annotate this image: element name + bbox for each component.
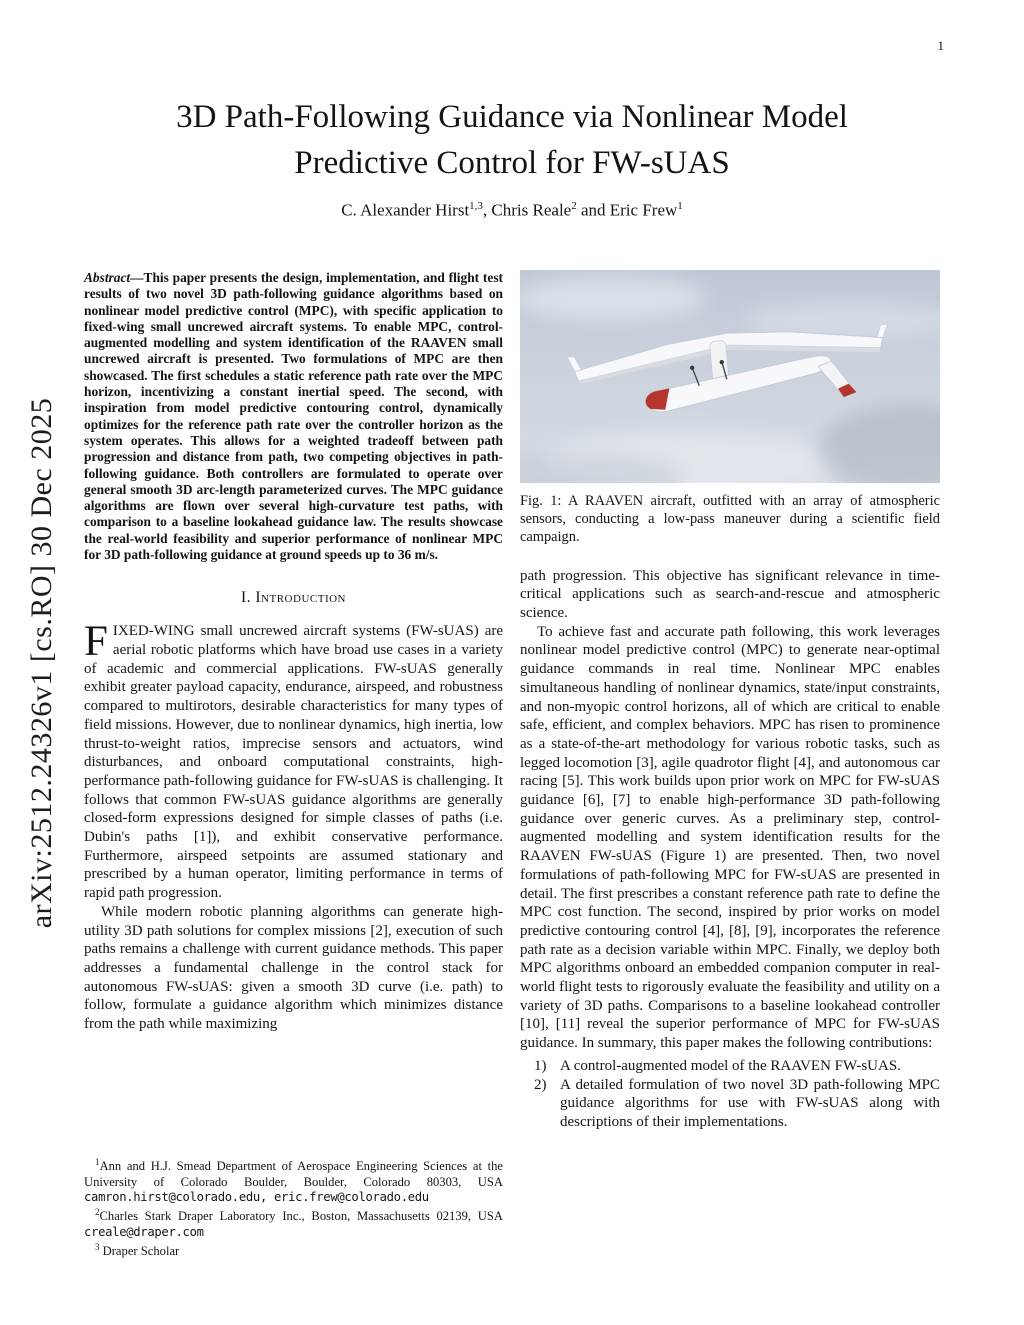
footnote-1 (84, 1155, 503, 1205)
footnote-text: Ann and H.J. Smead Department of Aerospace Engineering Sciences at the University of Colorado Boulder, Boulder, Colorado 80303, USA (84, 1159, 503, 1189)
figure-1 (520, 270, 940, 547)
aircraft-photo-illustration (520, 270, 940, 483)
section-heading-introduction: I. Introduction (240, 589, 346, 607)
author-separator: and (576, 200, 610, 220)
two-column-body (84, 270, 940, 1260)
list-item-text: A control-augmented model of the RAAVEN FW-sUAS. (560, 1057, 901, 1074)
footnote-text: Charles Stark Draper Laboratory Inc., Boston, Massachusetts 02139, USA (99, 1209, 503, 1224)
contribution-list (520, 1057, 940, 1132)
list-item-text: A detailed formulation of two novel 3D path-following MPC guidance algorithms for use with FW-sUAS along with descriptions of their implementations. (560, 1076, 940, 1130)
body-paragraph-approach: To achieve fast and accurate path following, this work leverages nonlinear model predictive control (MPC) to generate near-optimal guidance commands in real time. Nonlinear MPC enables simultaneous handling of nonlinear dynamics, state/input constraints, and non-myopic control horizons, all of which are critical to enable safe, efficient, and complex behaviors. MPC has risen to prominence as a state-of-the-art methodology for various robotic tasks, such as legged locomotion [3], agile quadrotor flight [4], and autonomous car racing [5]. This work builds upon prior work on MPC for FW-sUAS guidance [6], [7] to enable high-performance 3D path-following guidance over generic curves. As a preliminary step, control-augmented modelling and system identification results for the RAAVEN FW-sUAS (Figure 1) are presented. Then, two novel formulations of path-following MPC for FW-sUAS are presented in detail. The first prescribes a constant reference path rate to define the MPC cost function. The second, inspired by prior works on model predictive contouring control [4], [8], [9], incorporates the reference path rate as a decision variable within MPC. Finally, we deploy both MPC algorithms onboard an embedded companion computer in real-world flight tests to rigorously evaluate the feasibility and utility on a variety of 3D paths. Comparisons to a baseline lookahead controller [10], [11] reveal the superior performance of MPC for FW-sUAS guidance. In summary, this paper makes the following contributions: (520, 623, 940, 1052)
footnote-marker: 2 (95, 1207, 100, 1218)
author-name: Chris Reale (491, 200, 572, 220)
intro-paragraph-2: While modern robotic planning algorithms can generate high-utility 3D path solutions for complex missions [2], execution of such paths remains a challenge with current guidance methods. This paper addresses a fundamental challenge in the control stack for autonomous FW-sUAS: given a smooth 3D curve (i.e. path) to follow, formulate a guidance algorithm which minimizes distance from the path while maximizing (84, 903, 503, 1033)
drop-cap: F (84, 618, 108, 666)
footnote-text: Draper Scholar (99, 1244, 180, 1259)
author-affiliation-marker: 1 (677, 200, 683, 212)
figure-1-caption: Fig. 1: A RAAVEN aircraft, outfitted with an array of atmospheric sensors, conducting a low-pass maneuver during a scientific field campaign. (520, 493, 940, 546)
paper-title-line-2: Predictive Control for FW-sUAS (294, 145, 730, 181)
footnote-2 (84, 1205, 503, 1240)
list-item-label: 1) (534, 1057, 547, 1074)
abstract-label: Abstract (84, 270, 131, 285)
intro-paragraph-1-text: IXED-WING small uncrewed aircraft systems (FW-sUAS) are aerial robotic platforms which have broad use cases in a variety of academic and commercial applications. FW-sUAS generally exhibit greater payload capacity, endurance, airspeed, and robustness compared to multirotors, desirable characteristics for many types of field missions. However, due to nonlinear dynamics, high inertia, low thrust-to-weight ratios, imprecise sensors and actuators, wind disturbances, and onboard computational constraints, high-performance path-following guidance for FW-sUAS is challenging. It follows that common FW-sUAS guidance algorithms are generally closed-form expressions designed for simple classes of paths (i.e. Dubin's paths [1]), and exhibit conservative performance. Furthermore, airspeed setpoints are assumed stationary and prescribed by a human operator, limiting performance in terms of rapid path progression. (84, 623, 503, 902)
footnote-email: camron.hirst@colorado.edu, eric.frew@colorado.edu (84, 1190, 429, 1204)
list-item-label: 2) (534, 1076, 547, 1093)
footnote-email: creale@draper.com (84, 1225, 204, 1239)
body-paragraph-continued: path progression. This objective has significant relevance in time-critical applications such as search-and-rescue and atmospheric science. (520, 567, 940, 622)
author-affiliation-marker: 2 (571, 200, 577, 212)
author-separator: , (482, 200, 492, 220)
footnote-block (84, 1155, 503, 1260)
figure-1-image (520, 270, 940, 483)
abstract-dash: — (130, 270, 144, 285)
author-name: Eric Frew (609, 200, 678, 220)
list-item (520, 1057, 940, 1076)
author-line (84, 200, 940, 221)
author-name: C. Alexander Hirst (341, 200, 470, 220)
right-column (520, 270, 940, 1260)
footnote-marker: 3 (95, 1242, 100, 1253)
author-affiliation-marker: 1,3 (469, 200, 483, 212)
intro-paragraph-1 (84, 618, 503, 903)
abstract-text: This paper presents the design, implementation, and flight test results of two novel 3D path-following guidance algorithms based on nonlinear model predictive control (MPC), with specific application to fixed-wing small uncrewed aircraft systems. To enable MPC, control-augmented modelling and system identification of the RAAVEN small uncrewed aircraft is presented. Two formulations of MPC are then showcased. The first schedules a static reference path rate over the MPC horizon, incentivizing a constant inertial speed. The second, with inspiration from model predictive contouring control, dynamically optimizes for the reference path rate over the controller horizon as the system operates. This allows for a weighted tradeoff between path progression and distance from path, two competing objectives in path-following guidance. Both controllers are formulated to operate over general smooth 3D arc-length parameterized curves. The MPC guidance algorithms are flown over several high-curvature test paths, with comparison to a baseline lookahead guidance law. The results showcase the real-world feasibility and superior performance of nonlinear MPC for 3D path-following guidance at ground speeds up to 36 m/s. (84, 270, 503, 563)
list-item (520, 1076, 940, 1132)
footnote-3 (84, 1240, 503, 1260)
paper-title-line-1: 3D Path-Following Guidance via Nonlinear Model (176, 99, 848, 135)
abstract (84, 270, 503, 563)
arxiv-watermark: arXiv:2512.24326v1 [cs.RO] 30 Dec 2025 (25, 397, 58, 929)
footnote-marker: 1 (95, 1157, 100, 1167)
paper-title (84, 94, 940, 186)
page-number: 1 (937, 38, 944, 53)
left-column (84, 270, 503, 1260)
